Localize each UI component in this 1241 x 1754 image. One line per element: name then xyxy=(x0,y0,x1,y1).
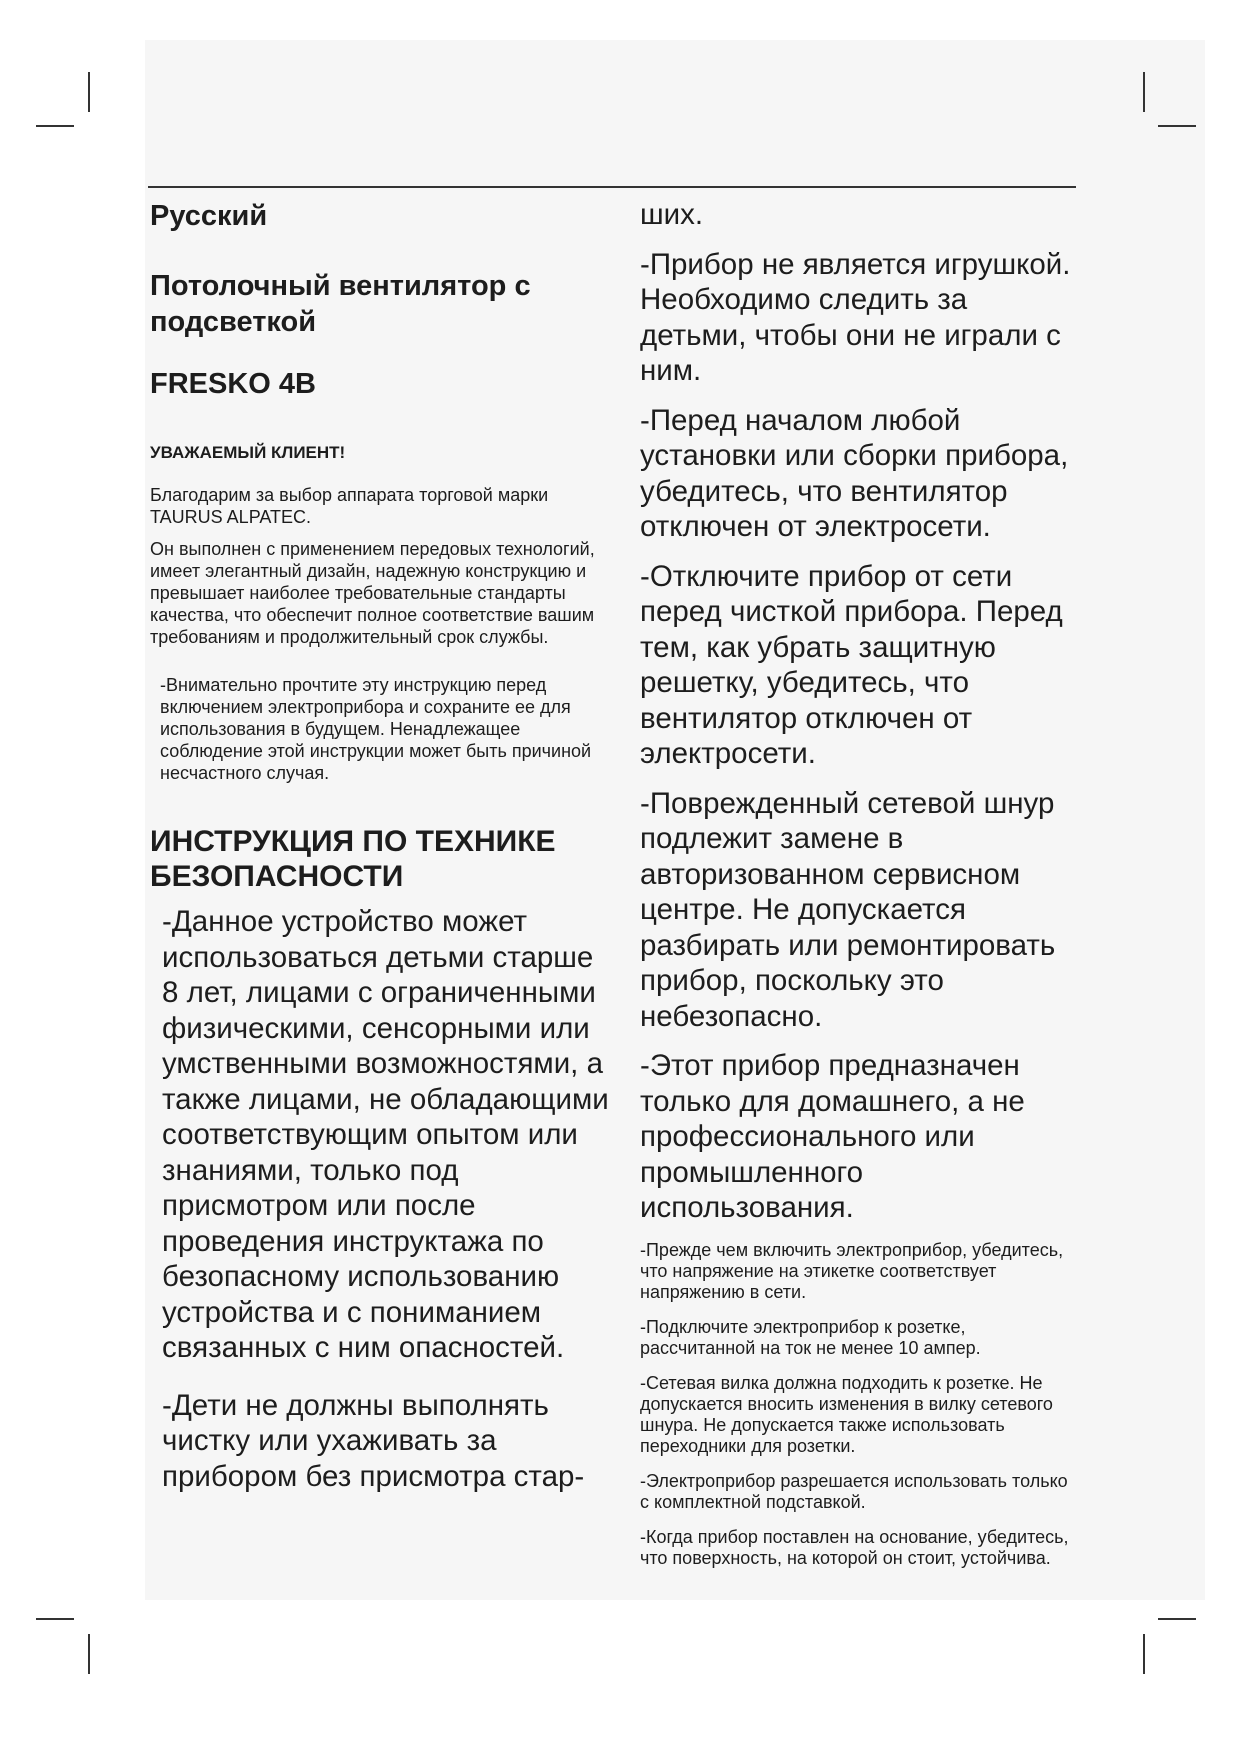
crop-mark-top-left-vertical xyxy=(88,72,90,112)
safety-heading: ИНСТРУКЦИЯ ПО ТЕХНИКЕ БЕЗОПАСНОСТИ xyxy=(150,825,556,893)
safety-item: -Перед началом любой установки или сборки прибора, убедитесь, что вентилятор отключен от электросети. xyxy=(640,403,1069,543)
safety-item-small: -Электроприбор разрешается использовать только с комплектной подставкой. xyxy=(640,1470,1068,1512)
product-title: Потолочный вентилятор с подсветкой xyxy=(150,270,531,338)
header-rule xyxy=(148,186,1076,188)
left-column xyxy=(150,198,610,1516)
safety-item-small: -Подключите электроприбор к розетке, рассчитанной на ток не менее 10 ампер. xyxy=(640,1316,981,1358)
language-heading: Русский xyxy=(150,200,268,232)
safety-item: -Отключите прибор от сети перед чисткой прибора. Перед тем, как убрать защитную решетку, убедитесь, что вентилятор отключен от электросети. xyxy=(640,559,1063,770)
crop-mark-bottom-left-horizontal xyxy=(36,1618,74,1620)
safety-item-small: -Сетевая вилка должна подходить к розетке. Не допускается вносить изменения в вилку сетевого шнура. Не допускается также использовать переходники для розетки. xyxy=(640,1372,1053,1456)
crop-mark-top-right-vertical xyxy=(1143,72,1145,112)
intro-paragraph: Он выполнен с применением передовых технологий, имеет элегантный дизайн, надежную конструкцию и превышает наиболее требовательные стандарты качества, что обеспечит полное соответствие вашим требованиям и продолжительный срок службы. xyxy=(150,539,595,647)
crop-mark-bottom-right-vertical xyxy=(1143,1634,1145,1674)
crop-mark-bottom-right-horizontal xyxy=(1158,1618,1196,1620)
safety-item-continuation: ших. xyxy=(640,198,704,231)
crop-mark-top-left-horizontal xyxy=(36,125,74,127)
crop-mark-bottom-left-vertical xyxy=(88,1634,90,1674)
model-name: FRESKO 4B xyxy=(150,368,316,400)
right-column xyxy=(640,197,1080,1583)
safety-item-small: -Прежде чем включить электроприбор, убедитесь, что напряжение на этикетке соответствует напряжению в сети. xyxy=(640,1239,1064,1302)
safety-item: -Дети не должны выполнять чистку или ухаживать за прибором без присмотра стар- xyxy=(162,1388,585,1493)
safety-item: -Поврежденный сетевой шнур подлежит замене в авторизованном сервисном центре. Не допускается разбирать или ремонтировать прибор, поскольку это небезопасно. xyxy=(640,786,1056,1033)
safety-item: -Прибор не является игрушкой. Необходимо следить за детьми, чтобы они не играли с ним. xyxy=(640,247,1071,387)
crop-mark-top-right-horizontal xyxy=(1158,125,1196,127)
safety-item: -Этот прибор предназначен только для домашнего, а не профессионального или промышленного использования. xyxy=(640,1049,1025,1224)
read-instructions-notice: -Внимательно прочтите эту инструкцию перед включением электроприбора и сохраните ее для использования в будущем. Ненадлежащее соблюдение этой инструкции может быть причиной несчастного случая. xyxy=(160,675,592,783)
safety-item: -Данное устройство может использоваться детьми старше 8 лет, лицами с ограниченными физическими, сенсорными или умственными возможностями, а также лицами, не обладающими соответствующим опытом или знаниями, только под присмотром или после проведения инструктажа по безопасному использованию устройства и с пониманием связанных с ним опасностей. xyxy=(162,905,609,1364)
safety-item-small: -Когда прибор поставлен на основание, убедитесь, что поверхность, на которой он стоит, устойчива. xyxy=(640,1526,1069,1568)
greeting-heading: УВАЖАЕМЫЙ КЛИЕНТ! xyxy=(150,443,346,462)
intro-paragraph: Благодарим за выбор аппарата торговой марки TAURUS ALPATEC. xyxy=(150,485,549,527)
